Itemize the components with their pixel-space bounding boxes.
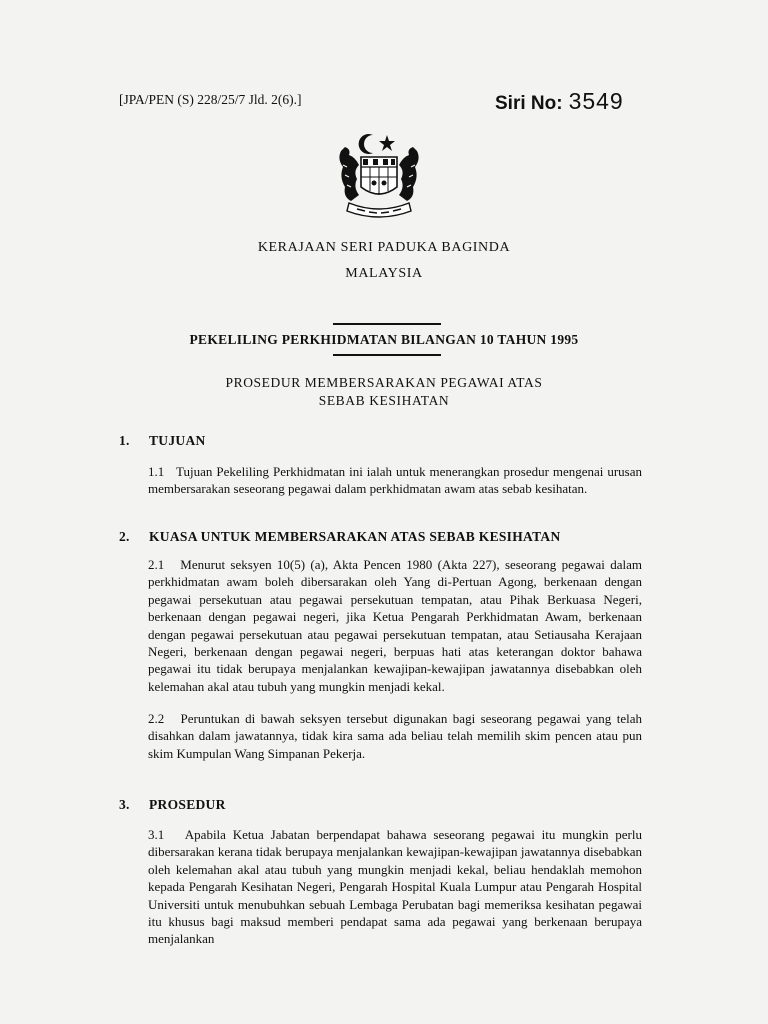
serial-label: Siri No: (495, 93, 563, 114)
paragraph-2-1 (148, 556, 642, 695)
subject-line2: SEBAB KESIHATAN (318, 393, 450, 408)
malaysia-coat-of-arms-icon (333, 125, 425, 221)
section-heading-tujuan (119, 433, 206, 449)
government-name-line2: MALAYSIA (345, 266, 423, 281)
section-title: PROSEDUR (149, 797, 226, 812)
paragraph-2-2 (148, 710, 642, 762)
section-number: 3. (119, 797, 130, 812)
paragraph-text: 2.2 Peruntukan di bawah seksyen tersebut digunakan bagi seseorang pegawai yang telah disahkan dalam jawatannya, tidak kira sama ada beliau telah memilih skim pencen atau pun skim Kumpulan Wang Simpanan Pekerja. (148, 711, 642, 761)
serial-number-block (495, 88, 624, 115)
serial-number: 3549 (568, 88, 624, 114)
paragraph-text: 3.1 Apabila Ketua Jabatan berpendapat bahawa seseorang pegawai itu mungkin perlu dibersarakan kerana tidak berupaya menjalankan kewajipan-kewajipan jawatannya disebabkan oleh kelemahan akal atau tubuh yang mungkin menjadi kekal, beliau hendaklah memohon kepada Pengarah Kesihatan Negeri, Pengarah Hospital Kuala Lumpur atau Pengarah Hospital Universiti untuk menubuhkan sebuah Lembaga Perubatan bagi memeriksa kesihatan pegawai itu khusus bagi maksud memberi pendapat sama ada pegawai yang berkenaan berupaya menjalankan (148, 827, 642, 947)
section-title: TUJUAN (149, 433, 206, 448)
paragraph-3-1 (148, 826, 642, 948)
subject-line1: PROSEDUR MEMBERSARAKAN PEGAWAI ATAS (225, 375, 543, 390)
government-name-line1: KERAJAAN SERI PADUKA BAGINDA (257, 240, 511, 255)
section-heading-prosedur (119, 797, 226, 813)
reference-number: [JPA/PEN (S) 228/25/7 Jld. 2(6).] (119, 92, 302, 107)
title-rule-bottom (333, 354, 441, 356)
paragraph-1-1 (148, 463, 642, 498)
paragraph-text: 2.1 Menurut seksyen 10(5) (a), Akta Pencen 1980 (Akta 227), seseorang pegawai dalam perkhidmatan awam boleh dibersarakan oleh Yang di-Pertuan Agong, berkenaan dengan pegawai persekutuan atau pegawai persekutuan tempatan, atau Pihak Berkuasa Negeri, berkenaan dengan pegawai negeri, jika Ketua Pengarah Perkhidmatan Awam, berkenaan dengan pegawai persekutuan atau pegawai persekutuan tempatan, atau Setiausaha Kerajaan Negeri, berkenaan dengan pegawai negeri, berpuas hati atas keterangan doktor bahawa pegawai itu tidak berupaya menjalankan kewajipan-kewajipan jawatannya disebabkan oleh kelemahan akal atau tubuh yang mungkin menjadi kekal. (148, 557, 642, 694)
circular-title: PEKELILING PERKHIDMATAN BILANGAN 10 TAHUN 1995 (189, 332, 579, 347)
section-number: 2. (119, 529, 130, 544)
title-rule-top (333, 323, 441, 325)
section-title: KUASA UNTUK MEMBERSARAKAN ATAS SEBAB KESIHATAN (149, 529, 561, 544)
section-heading-kuasa (119, 529, 561, 545)
section-number: 1. (119, 433, 130, 448)
paragraph-text: 1.1 Tujuan Pekeliling Perkhidmatan ini ialah untuk menerangkan prosedur mengenai urusan membersarakan seseorang pegawai dalam perkhidmatan awam atas sebab kesihatan. (148, 464, 642, 497)
